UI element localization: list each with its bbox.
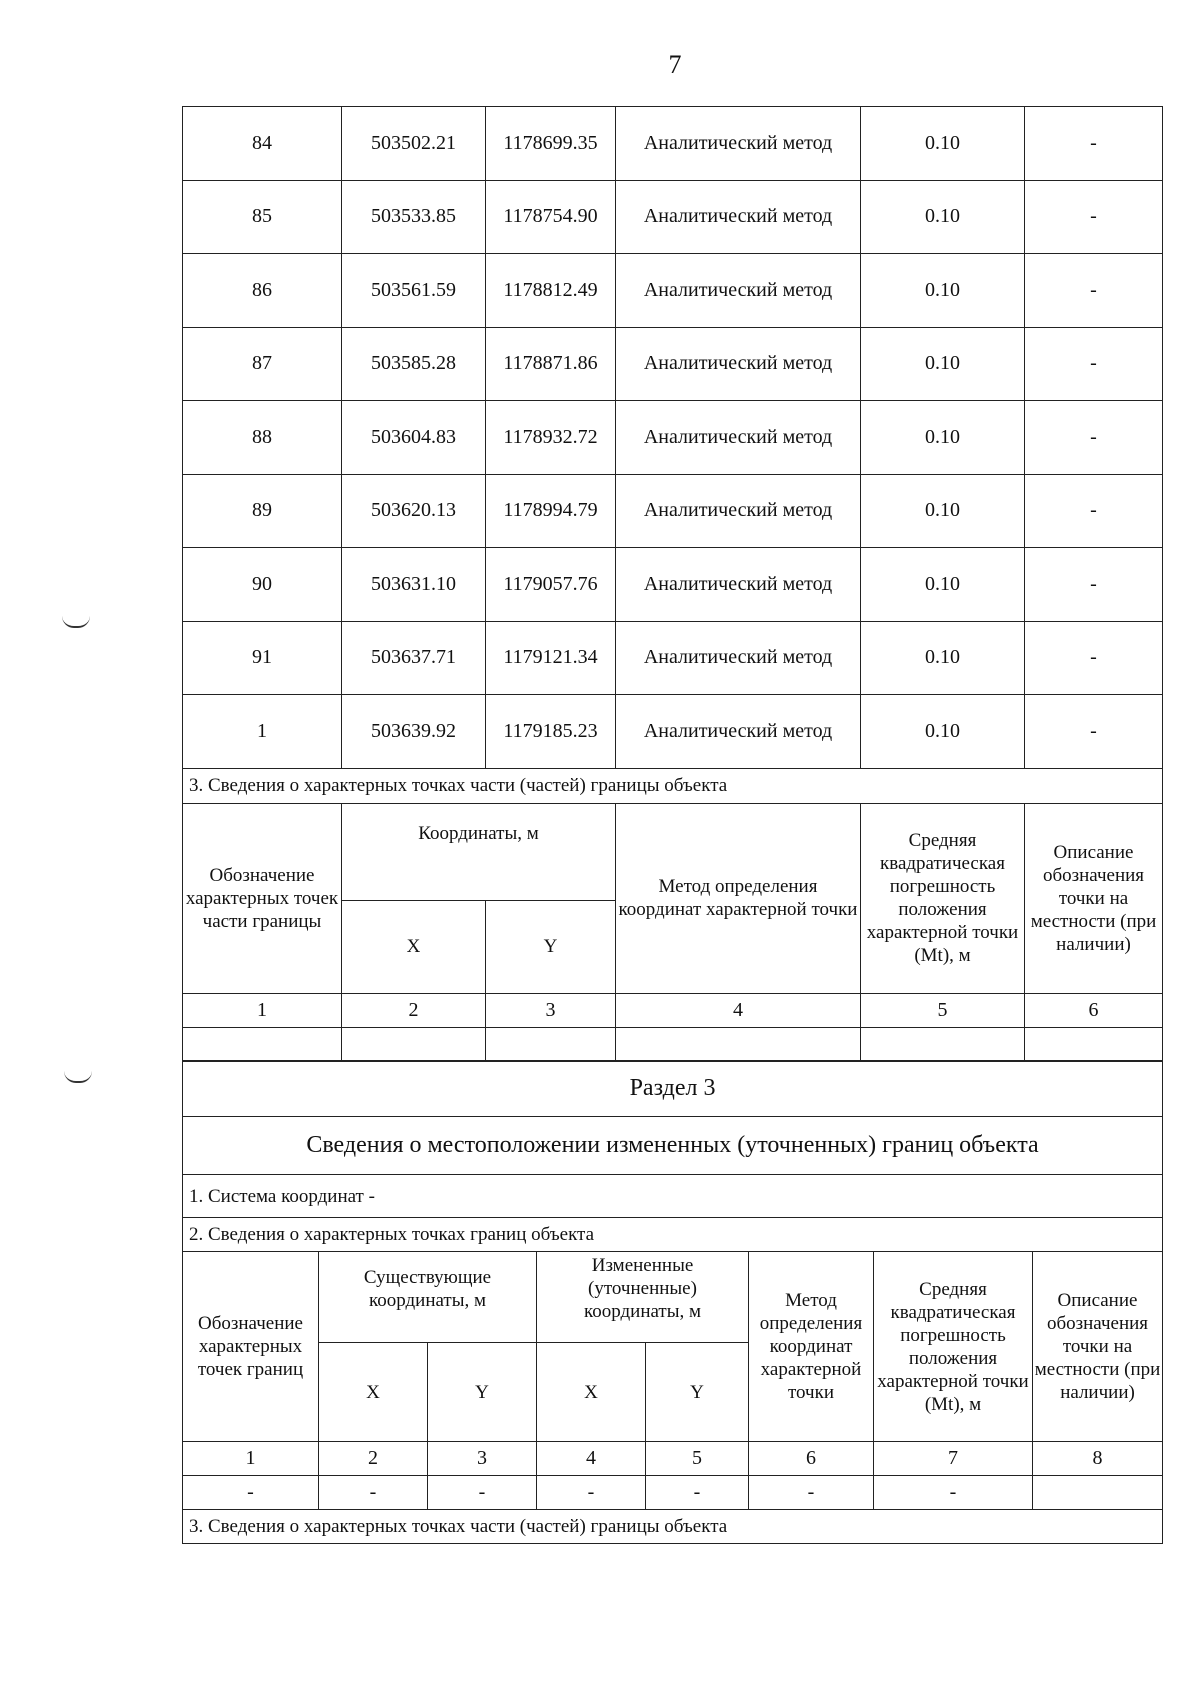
- empty-value: -: [319, 1476, 428, 1510]
- header-error: Средняя квадратическая погрешность положения характерной точки (Mt), м: [861, 803, 1025, 993]
- empty-value: -: [749, 1476, 874, 1510]
- coordinates-rows: [183, 107, 1163, 769]
- coord-y: 1178871.86: [486, 327, 616, 401]
- table-row: [183, 621, 1163, 695]
- error: 0.10: [861, 107, 1025, 181]
- description: -: [1025, 474, 1163, 548]
- coord-y: 1178699.35: [486, 107, 616, 181]
- method: Аналитический метод: [616, 548, 861, 622]
- coordinates-table: [182, 106, 1163, 1062]
- description: -: [1025, 548, 1163, 622]
- empty-cell: [861, 1027, 1025, 1061]
- punch-mark-top: [62, 616, 90, 628]
- header-method: Метод определения координат характерной точки: [749, 1252, 874, 1442]
- part-boundary-section: [183, 768, 1163, 1061]
- empty-cell: [616, 1027, 861, 1061]
- header-changed-coords: Измененные (уточненные) координаты, м: [537, 1252, 749, 1343]
- header-designation: Обозначение характерных точек части границы: [183, 803, 342, 993]
- point-id: 85: [183, 180, 342, 254]
- column-number: 2: [319, 1442, 428, 1476]
- description: -: [1025, 254, 1163, 328]
- coord-x: 503631.10: [342, 548, 486, 622]
- point-id: 91: [183, 621, 342, 695]
- column-number: 6: [1025, 993, 1163, 1027]
- empty-value: [1033, 1476, 1163, 1510]
- empty-value: -: [874, 1476, 1033, 1510]
- header-x: X: [537, 1343, 646, 1442]
- point-id: 87: [183, 327, 342, 401]
- document-body: [182, 106, 1162, 1544]
- description: -: [1025, 327, 1163, 401]
- method: Аналитический метод: [616, 180, 861, 254]
- column-number: 1: [183, 1442, 319, 1476]
- method: Аналитический метод: [616, 695, 861, 769]
- point-id: 1: [183, 695, 342, 769]
- section-heading: 3. Сведения о характерных точках части (частей) границы объекта: [183, 768, 1163, 803]
- coord-x: 503620.13: [342, 474, 486, 548]
- empty-cell: [486, 1027, 616, 1061]
- coord-y: 1178812.49: [486, 254, 616, 328]
- empty-cell: [183, 1027, 342, 1061]
- description: -: [1025, 695, 1163, 769]
- column-number: 3: [428, 1442, 537, 1476]
- empty-value: -: [537, 1476, 646, 1510]
- header-y: Y: [486, 900, 616, 993]
- table-row: [183, 401, 1163, 475]
- method: Аналитический метод: [616, 327, 861, 401]
- error: 0.10: [861, 621, 1025, 695]
- error: 0.10: [861, 695, 1025, 769]
- description: -: [1025, 621, 1163, 695]
- column-number: 8: [1033, 1442, 1163, 1476]
- header-designation: Обозначение характерных точек границ: [183, 1252, 319, 1442]
- points-heading: 2. Сведения о характерных точках границ объекта: [183, 1218, 1163, 1252]
- method: Аналитический метод: [616, 107, 861, 181]
- coord-x: 503585.28: [342, 327, 486, 401]
- header-description: Описание обозначения точки на местности (при наличии): [1025, 803, 1163, 993]
- description: -: [1025, 401, 1163, 475]
- coord-x: 503637.71: [342, 621, 486, 695]
- column-number: 7: [874, 1442, 1033, 1476]
- header-x: X: [319, 1343, 428, 1442]
- coord-y: 1179121.34: [486, 621, 616, 695]
- point-id: 90: [183, 548, 342, 622]
- coord-y: 1178932.72: [486, 401, 616, 475]
- method: Аналитический метод: [616, 474, 861, 548]
- method: Аналитический метод: [616, 254, 861, 328]
- description: -: [1025, 180, 1163, 254]
- coord-x: 503533.85: [342, 180, 486, 254]
- table-row: [183, 695, 1163, 769]
- point-id: 88: [183, 401, 342, 475]
- coordinate-system: 1. Система координат -: [183, 1175, 1163, 1218]
- header-existing-coords: Существующие координаты, м: [319, 1252, 537, 1343]
- header-coordinates: Координаты, м: [342, 803, 616, 900]
- header-y: Y: [428, 1343, 537, 1442]
- column-number: 5: [861, 993, 1025, 1027]
- error: 0.10: [861, 180, 1025, 254]
- point-id: 89: [183, 474, 342, 548]
- header-method: Метод определения координат характерной точки: [616, 803, 861, 993]
- empty-value: -: [183, 1476, 319, 1510]
- part-heading: 3. Сведения о характерных точках части (частей) границы объекта: [183, 1510, 1163, 1544]
- header-x: X: [342, 900, 486, 993]
- coord-y: 1178994.79: [486, 474, 616, 548]
- error: 0.10: [861, 548, 1025, 622]
- column-number: 4: [537, 1442, 646, 1476]
- column-number: 3: [486, 993, 616, 1027]
- punch-mark-bottom: [64, 1071, 92, 1083]
- empty-cell: [342, 1027, 486, 1061]
- empty-value: -: [646, 1476, 749, 1510]
- column-number: 5: [646, 1442, 749, 1476]
- point-id: 84: [183, 107, 342, 181]
- error: 0.10: [861, 474, 1025, 548]
- header-y: Y: [646, 1343, 749, 1442]
- table-row: [183, 254, 1163, 328]
- section-title: Раздел 3: [183, 1061, 1163, 1117]
- empty-value: -: [428, 1476, 537, 1510]
- coord-y: 1178754.90: [486, 180, 616, 254]
- error: 0.10: [861, 327, 1025, 401]
- column-number: 6: [749, 1442, 874, 1476]
- coord-y: 1179185.23: [486, 695, 616, 769]
- method: Аналитический метод: [616, 401, 861, 475]
- coord-x: 503502.21: [342, 107, 486, 181]
- method: Аналитический метод: [616, 621, 861, 695]
- column-number: 2: [342, 993, 486, 1027]
- table-row: [183, 107, 1163, 181]
- header-description: Описание обозначения точки на местности (при наличии): [1033, 1252, 1163, 1442]
- header-error: Средняя квадратическая погрешность положения характерной точки (Mt), м: [874, 1252, 1033, 1442]
- section3-table: [182, 1060, 1163, 1544]
- coord-y: 1179057.76: [486, 548, 616, 622]
- column-number: 4: [616, 993, 861, 1027]
- table-row: [183, 474, 1163, 548]
- coord-x: 503604.83: [342, 401, 486, 475]
- page-number: 7: [668, 50, 682, 79]
- description: -: [1025, 107, 1163, 181]
- section-subtitle: Сведения о местоположении измененных (уточненных) границ объекта: [183, 1117, 1163, 1175]
- empty-cell: [1025, 1027, 1163, 1061]
- column-number: 1: [183, 993, 342, 1027]
- table-row: [183, 327, 1163, 401]
- point-id: 86: [183, 254, 342, 328]
- coord-x: 503639.92: [342, 695, 486, 769]
- error: 0.10: [861, 401, 1025, 475]
- error: 0.10: [861, 254, 1025, 328]
- table-row: [183, 180, 1163, 254]
- coord-x: 503561.59: [342, 254, 486, 328]
- table-row: [183, 548, 1163, 622]
